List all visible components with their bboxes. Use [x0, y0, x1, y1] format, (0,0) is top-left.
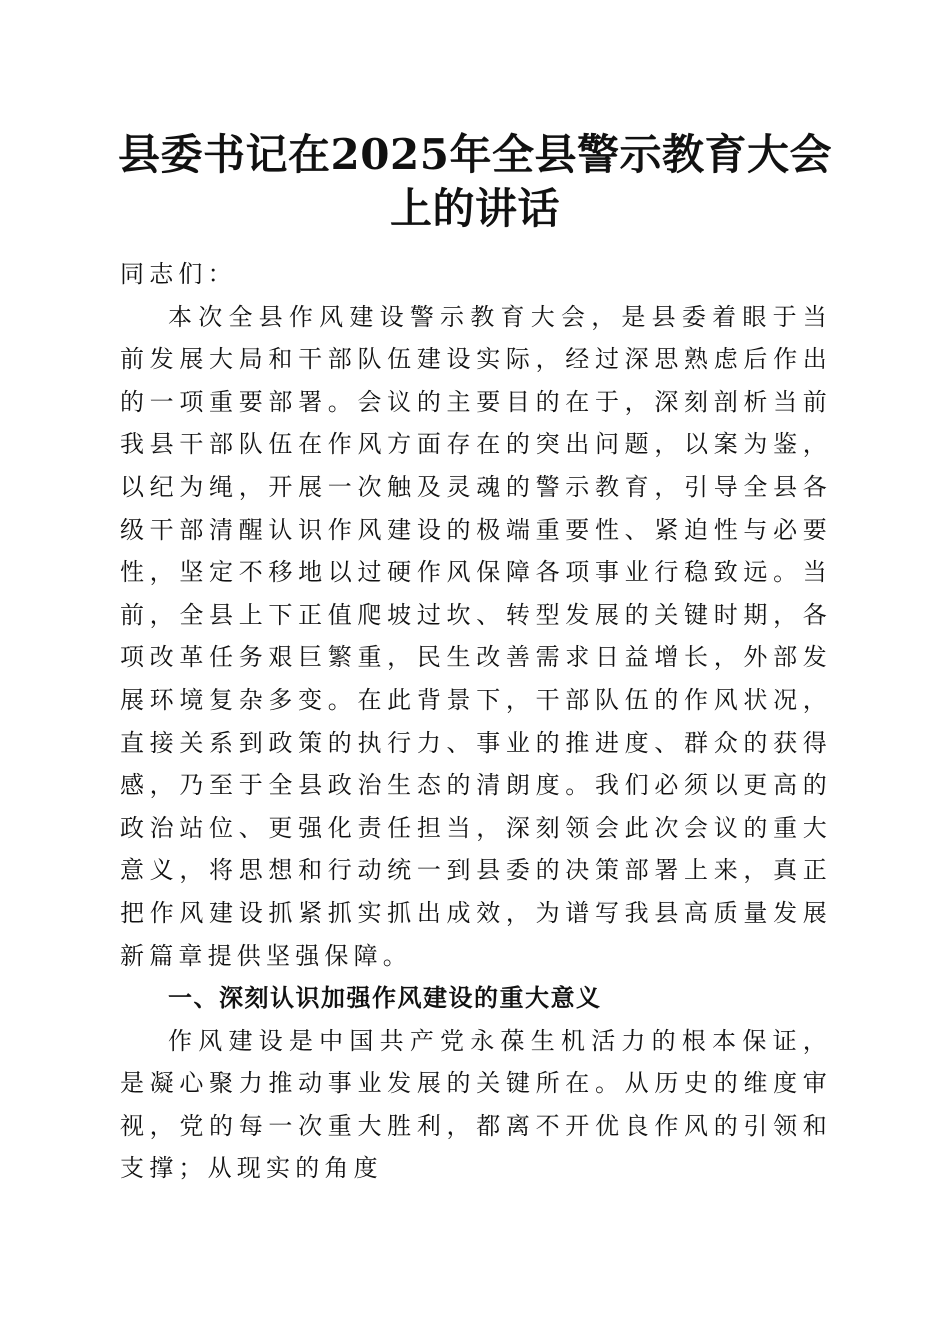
paragraph-section-1: 作风建设是中国共产党永葆生机活力的根本保证，是凝心聚力推动事业发展的关键所在。从历史的维度审视，党的每一次重大胜利，都离不开优良作风的引领和支撑；从现实的角度: [120, 1026, 832, 1183]
document-title: 县委书记在2025年全县警示教育大会上的讲话: [118, 130, 832, 233]
section-heading-1: 一、深刻认识加强作风建设的重大意义: [168, 984, 602, 1013]
salutation: 同志们：: [120, 260, 237, 288]
document-body: [120, 253, 832, 1190]
paragraph-intro: 本次全县作风建设警示教育大会，是县委着眼于当前发展大局和干部队伍建设实际，经过深思熟虑后作出的一项重要部署。会议的主要目的在于，深刻剖析当前我县干部队伍在作风方面存在的突出问题，以案为鉴，以纪为绳，开展一次触及灵魂的警示教育，引导全县各级干部清醒认识作风建设的极端重要性、紧迫性与必要性，坚定不移地以过硬作风保障各项事业行稳致远。当前，全县上下正值爬坡过坎、转型发展的关键时期，各项改革任务艰巨繁重，民生改善需求日益增长，外部发展环境复杂多变。在此背景下，干部队伍的作风状况，直接关系到政策的执行力、事业的推进度、群众的获得感，乃至于全县政治生态的清朗度。我们必须以更高的政治站位、更强化责任担当，深刻领会此次会议的重大意义，将思想和行动统一到县委的决策部署上来，真正把作风建设抓紧抓实抓出成效，为谱写我县高质量发展新篇章提供坚强保障。: [120, 302, 832, 970]
